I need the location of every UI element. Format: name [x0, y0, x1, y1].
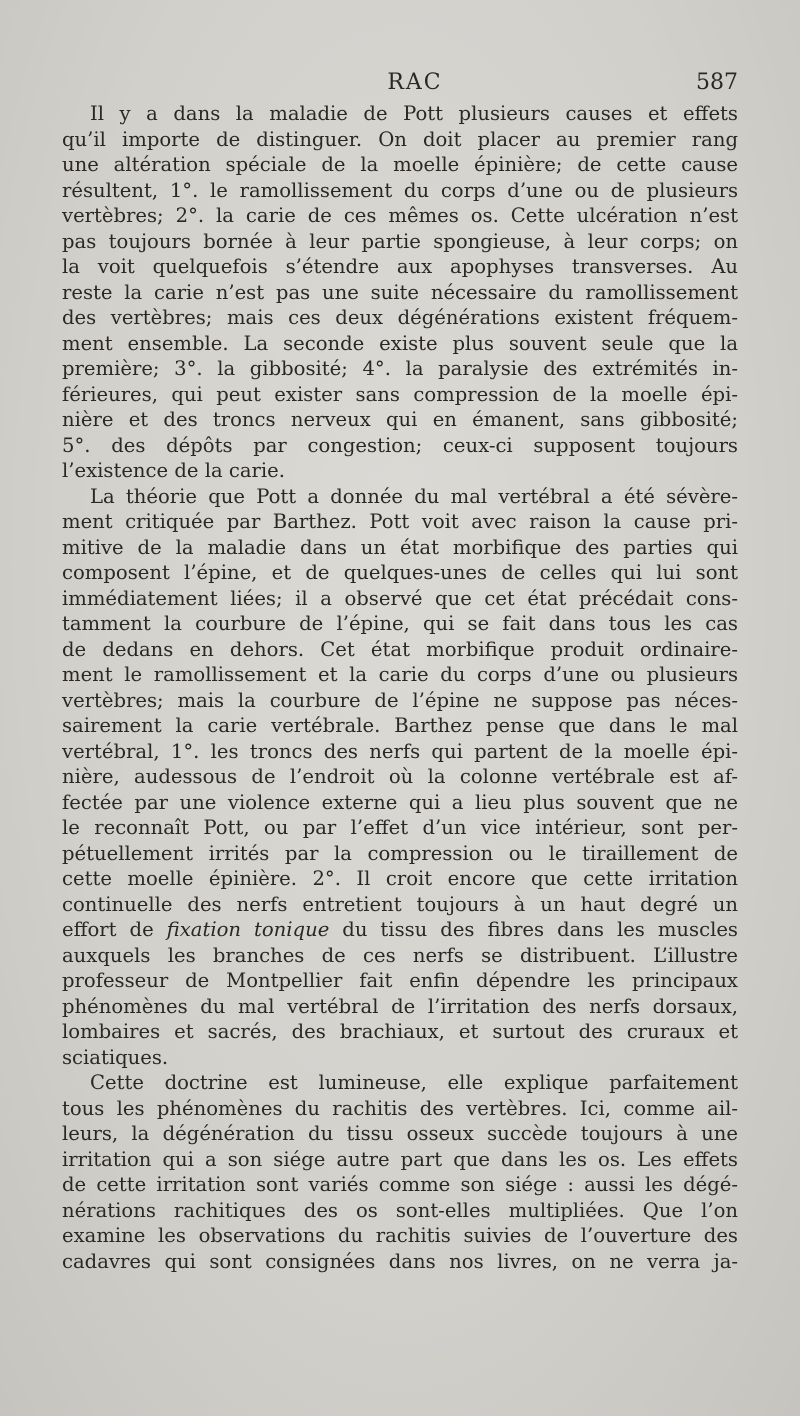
text-line: professeur de Montpellier fait enfin dépendre les principaux [62, 969, 738, 992]
text-line: ment critiquée par Barthez. Pott voit avec raison la cause pri- [62, 510, 738, 533]
text-line: le reconnaît Pott, ou par l’effet d’un vice intérieur, sont per- [62, 816, 738, 839]
text-line: des vertèbres; mais ces deux dégénérations existent fréquem- [62, 306, 738, 329]
text-line: la voit quelquefois s’étendre aux apophyses transverses. Au [62, 255, 738, 278]
text-line: première; 3°. la gibbosité; 4°. la paralysie des extrémités in- [62, 357, 738, 380]
text-line: phénomènes du mal vertébral de l’irritation des nerfs dorsaux, [62, 994, 738, 1018]
body-text [62, 101, 738, 1274]
page-header [62, 66, 738, 102]
text-line: immédiatement liées; il a observé que cet état précédait cons- [62, 586, 738, 610]
text-line: ment ensemble. La seconde existe plus souvent seule que la [62, 331, 738, 355]
text-line: nière et des troncs nerveux qui en émanent, sans gibbosité; [62, 408, 738, 431]
text-line: nérations rachitiques des os sont-elles multipliées. Que l’on [62, 1198, 738, 1222]
text-line: reste la carie n’est pas une suite nécessaire du ramollissement [62, 280, 738, 304]
running-head: RAC [387, 70, 443, 95]
text-line: examine les observations du rachitis suivies de l’ouverture des [62, 1224, 738, 1247]
text-segment: effort de [62, 918, 167, 941]
text-line: leurs, la dégénération du tissu osseux succède toujours à une [62, 1122, 738, 1145]
text-line: lombaires et sacrés, des brachiaux, et surtout des cruraux et [62, 1020, 738, 1043]
text-line: de dedans en dehors. Cet état morbifique produit ordinaire- [62, 637, 738, 661]
text-line: tous les phénomènes du rachitis des vertèbres. Ici, comme ail- [62, 1096, 738, 1120]
text-line: auxquels les branches de ces nerfs se distribuent. L’illustre [62, 943, 738, 967]
text-line: de cette irritation sont variés comme son siége : aussi les dégé- [62, 1173, 738, 1196]
text-line: vertébral, 1°. les troncs des nerfs qui partent de la moelle épi- [62, 739, 738, 763]
text-line: cadavres qui sont consignées dans nos livres, on ne verra ja- [62, 1249, 738, 1273]
text-line [62, 917, 738, 943]
page-number: 587 [696, 70, 738, 95]
italic-term: fixation tonique [166, 918, 330, 941]
text-line: résultent, 1°. le ramollissement du corps d’une ou de plusieurs [62, 178, 738, 202]
text-line: Cette doctrine est lumineuse, elle explique parfaitement [90, 1071, 738, 1094]
text-line: pas toujours bornée à leur partie spongieuse, à leur corps; on [62, 229, 738, 253]
text-line: cette moelle épinière. 2°. Il croit encore que cette irritation [62, 867, 738, 890]
text-line: sairement la carie vertébrale. Barthez pense que dans le mal [62, 714, 738, 737]
text-line: La théorie que Pott a donnée du mal vertébral a été sévère- [90, 484, 738, 508]
text-segment: du tissu des fibres dans les muscles [329, 918, 738, 941]
text-line: l’existence de la carie. [62, 459, 286, 482]
text-line: sciatiques. [62, 1045, 169, 1069]
text-line: nière, audessous de l’endroit où la colonne vertébrale est af- [62, 765, 738, 788]
text-line: fectée par une violence externe qui a lieu plus souvent que ne [62, 790, 738, 814]
text-line: composent l’épine, et de quelques-unes de celles qui lui sont [62, 561, 738, 584]
text-line: tamment la courbure de l’épine, qui se fait dans tous les cas [62, 612, 738, 635]
text-line: vertèbres; 2°. la carie de ces mêmes os. Cette ulcération n’est [62, 204, 738, 227]
text-line: qu’il importe de distinguer. On doit placer au premier rang [62, 127, 738, 151]
text-line: vertèbres; mais la courbure de l’épine ne suppose pas néces- [62, 688, 738, 712]
text-line: une altération spéciale de la moelle épinière; de cette cause [62, 153, 738, 176]
text-line: férieures, qui peut exister sans compression de la moelle épi- [62, 382, 738, 406]
text-line: ment le ramollissement et la carie du corps d’une ou plusieurs [62, 663, 738, 686]
text-line: 5°. des dépôts par congestion; ceux-ci supposent toujours [62, 433, 738, 457]
text-line: Il y a dans la maladie de Pott plusieurs causes et effets [90, 102, 738, 125]
text-line: mitive de la maladie dans un état morbifique des parties qui [62, 535, 738, 559]
text-line: irritation qui a son siége autre part que dans les os. Les effets [62, 1147, 738, 1171]
text-line: continuelle des nerfs entretient toujours à un haut degré un [62, 892, 738, 916]
text-line: pétuellement irrités par la compression ou le tiraillement de [62, 841, 738, 865]
